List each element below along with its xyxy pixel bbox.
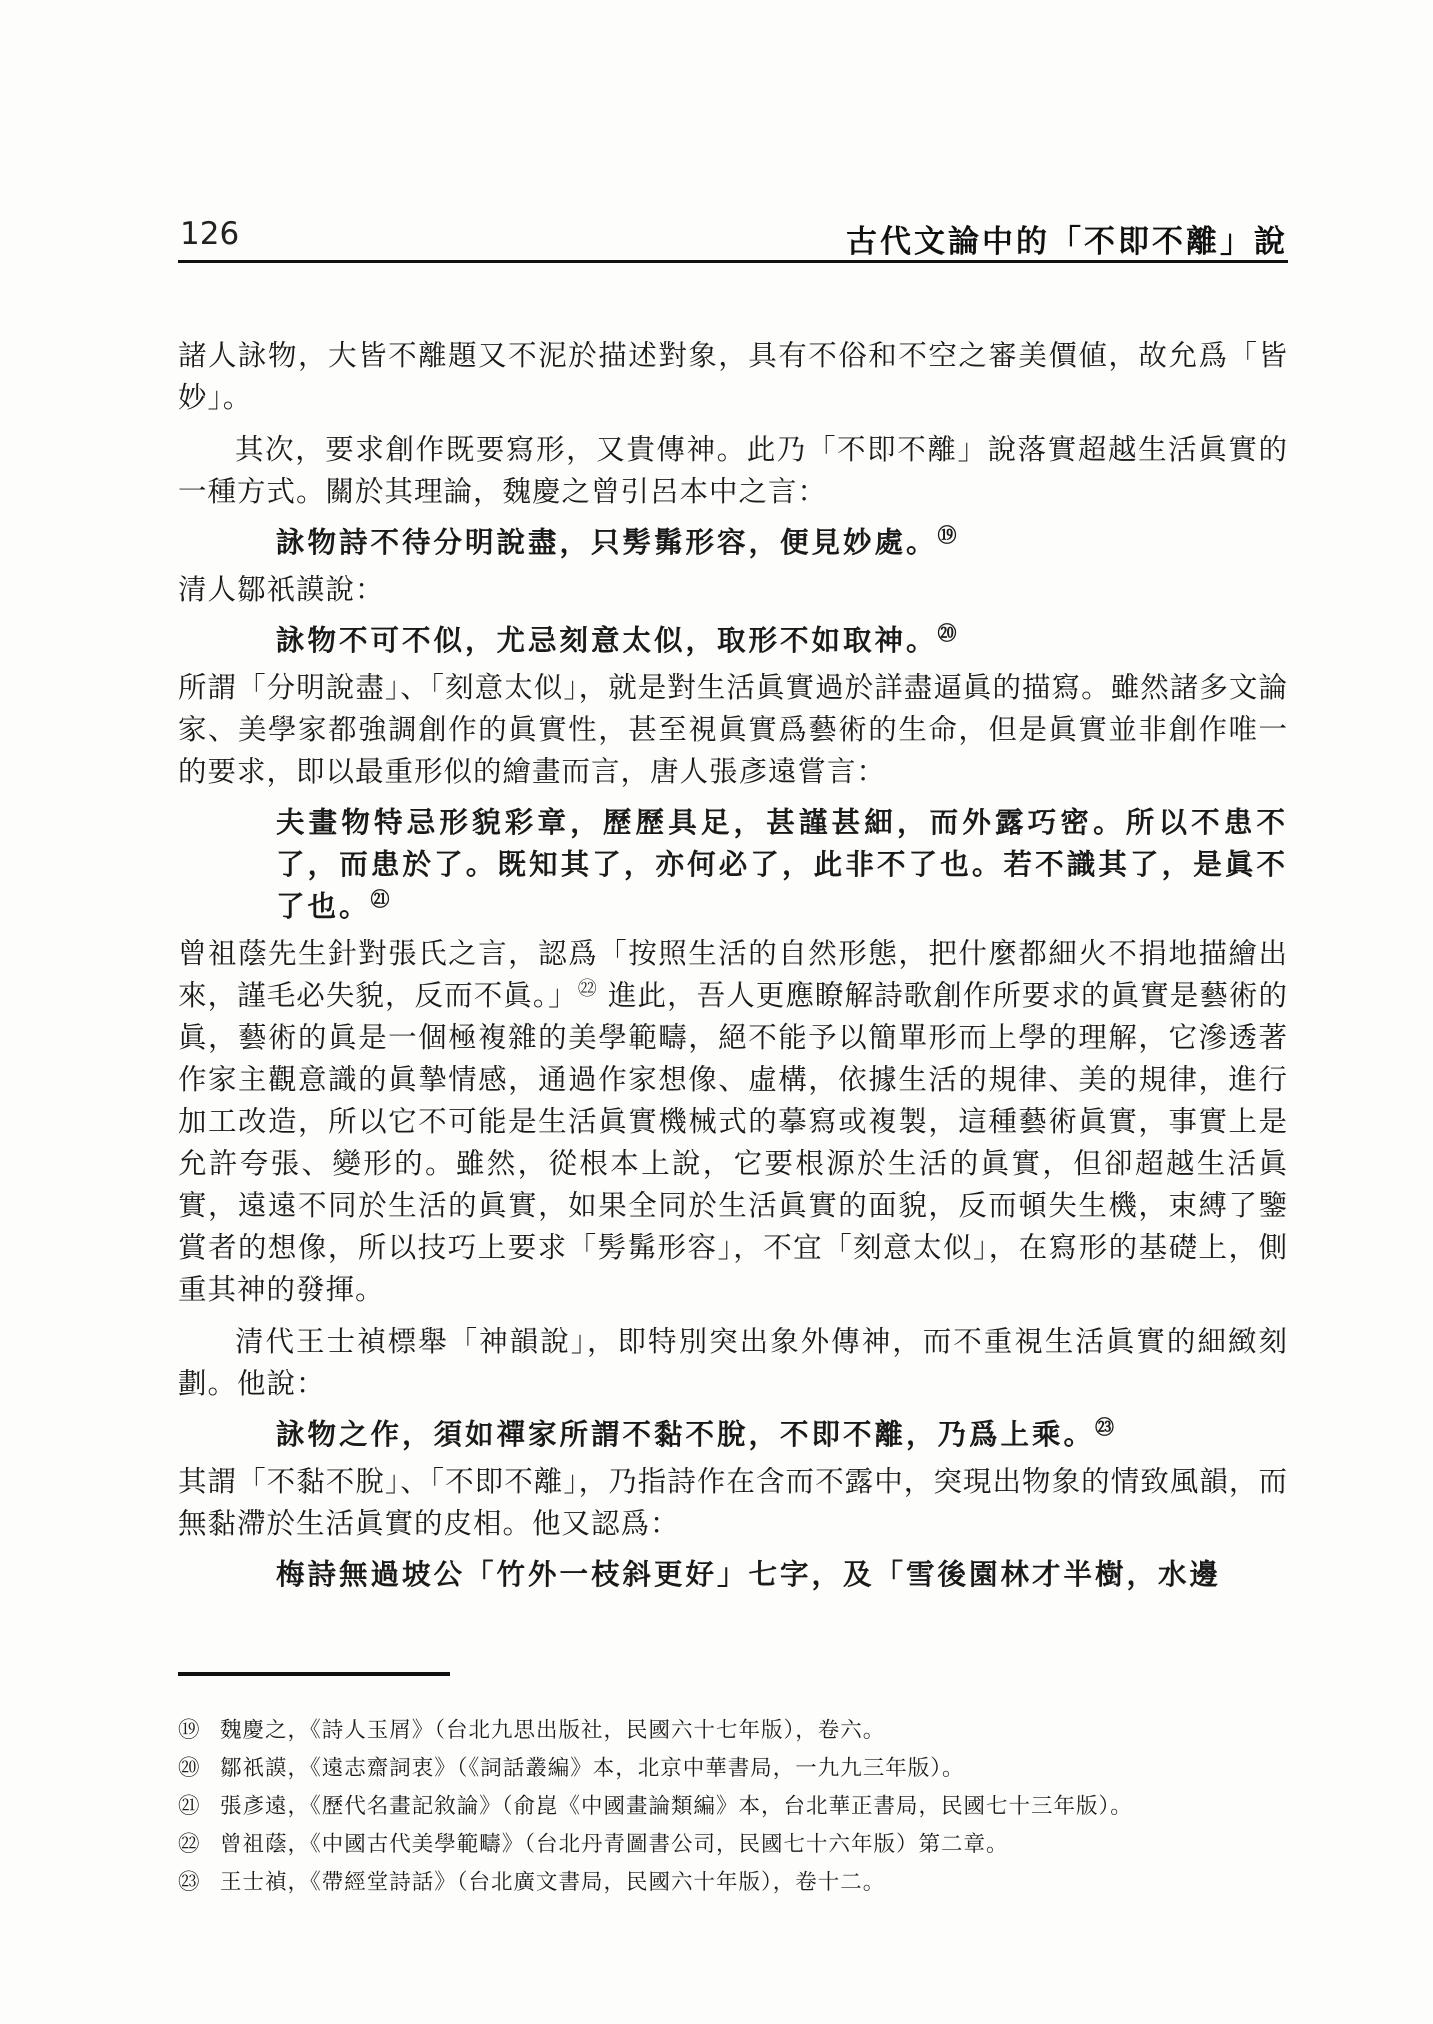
quote-text: 詠物不可不似，尤忌刻意太似，取形不如取神。 [276,623,938,657]
footnote [178,1864,1288,1902]
page-number: 126 [180,216,240,252]
footnote-ref[interactable]: ⑳ [937,622,960,645]
paragraph: 其次，要求創作既要寫形，又貴傳神。此乃「不即不離」說落實超越生活眞實的一種方式。關於其理論，魏慶之曾引呂本中之言： [178,433,1288,508]
footnote-ref[interactable]: ㉑ [370,888,393,911]
footnote-number: ⑲ [178,1718,201,1743]
footnote [178,1826,1288,1864]
paragraph: 清代王士禎標舉「神韻說」，即特別突出象外傳神，而不重視生活眞實的細緻刻劃。他說： [178,1325,1288,1400]
footnote-ref[interactable]: ⑲ [937,524,960,547]
header-rule [178,260,1288,263]
footnotes [178,1712,1288,1902]
paragraph-text: 曾祖蔭先生針對張氏之言，認爲「按照生活的自然形態，把什麼都細火不捐地描繪出來，謹毛必失貌，反而不眞。」 [178,937,1288,1012]
quote-text: 詠物詩不待分明說盡，只髣髴形容，便見妙處。 [276,525,938,559]
footnote [178,1788,1288,1826]
body-text [178,335,1288,1601]
footnote-number: ㉓ [178,1870,201,1895]
block-quote [178,521,1288,563]
footnote-text: 魏慶之，《詩人玉屑》（台北九思出版社，民國六十七年版），卷六。 [220,1718,886,1743]
paragraph: 其謂「不黏不脫」、「不即不離」，乃指詩作在含而不露中，突現出物象的情致風韻，而無黏滯於生活眞實的皮相。他又認爲： [178,1465,1288,1540]
footnote-separator [178,1672,450,1676]
footnote-number: ⑳ [178,1756,201,1781]
footnote [178,1712,1288,1750]
paragraph: 所謂「分明說盡」、「刻意太似」，就是對生活眞實過於詳盡逼眞的描寫。雖然諸多文論家、美學家都強調創作的眞實性，甚至視眞實爲藝術的生命，但是眞實並非創作唯一的要求，即以最重形似的繪畫而言，唐人張彥遠嘗言： [178,671,1288,788]
block-quote: 梅詩無過坡公「竹外一枝斜更好」七字，及「雪後園林才半樹，水邊 [276,1557,1222,1591]
block-quote [178,619,1288,661]
footnote-ref[interactable]: ㉒ [577,977,598,1000]
footnote-ref[interactable]: ㉓ [1095,1416,1118,1439]
block-quote [178,801,1288,927]
paragraph: 諸人詠物，大皆不離題又不泥於描述對象，具有不俗和不空之審美價値，故允爲「皆妙」。 [178,339,1288,414]
footnote-number: ㉒ [178,1832,201,1857]
running-title: 古代文論中的「不即不離」說 [846,224,1288,260]
footnote-text: 張彥遠，《歷代名畫記敘論》（俞崑《中國畫論類編》本，台北華正書局，民國七十三年版）。 [220,1794,1133,1819]
footnote-text: 曾祖蔭，《中國古代美學範疇》（台北丹青圖書公司，民國七十六年版）第二章。 [220,1832,1009,1857]
paragraph [178,933,1288,1311]
paragraph: 清人鄒祇謨說： [178,573,385,606]
footnote-text: 鄒祇謨，《遠志齋詞衷》（《詞話叢編》本，北京中華書局，一九九三年版）。 [220,1756,965,1781]
page-header [178,210,1288,262]
quote-text: 夫畫物特忌形貌彩章，歷歷具足，甚謹甚細，而外露巧密。所以不患不了，而患於了。既知其了，亦何必了，此非不了也。若不識其了，是眞不了也。 [276,805,1288,923]
footnote-text: 王士禎，《帶經堂詩話》（台北廣文書局，民國六十年版），卷十二。 [220,1870,886,1895]
footnote-number: ㉑ [178,1794,201,1819]
quote-text: 詠物之作，須如禪家所謂不黏不脫，不即不離，乃爲上乘。 [276,1417,1096,1451]
paragraph-text: 進此，吾人更應瞭解詩歌創作所要求的眞實是藝術的眞，藝術的眞是一個極複雜的美學範疇，絕不能予以簡單形而上學的理解，它滲透著作家主觀意識的眞摯情感，通過作家想像、虛構，依據生活的規律、美的規律，進行加工改造，所以它不可能是生活眞實機械式的摹寫或複製，這種藝術眞實，事實上是允許夸張、變形的。雖然，從根本上說，它要根源於生活的眞實，但卻超越生活眞實，遠遠不同於生活的眞實，如果全同於生活眞實的面貌，反而頓失生機，束縛了鑒賞者的想像，所以技巧上要求「髣髴形容」，不宜「刻意太似」，在寫形的基礎上，側重其神的發揮。 [178,979,1288,1306]
footnote [178,1750,1288,1788]
block-quote [178,1413,1288,1455]
